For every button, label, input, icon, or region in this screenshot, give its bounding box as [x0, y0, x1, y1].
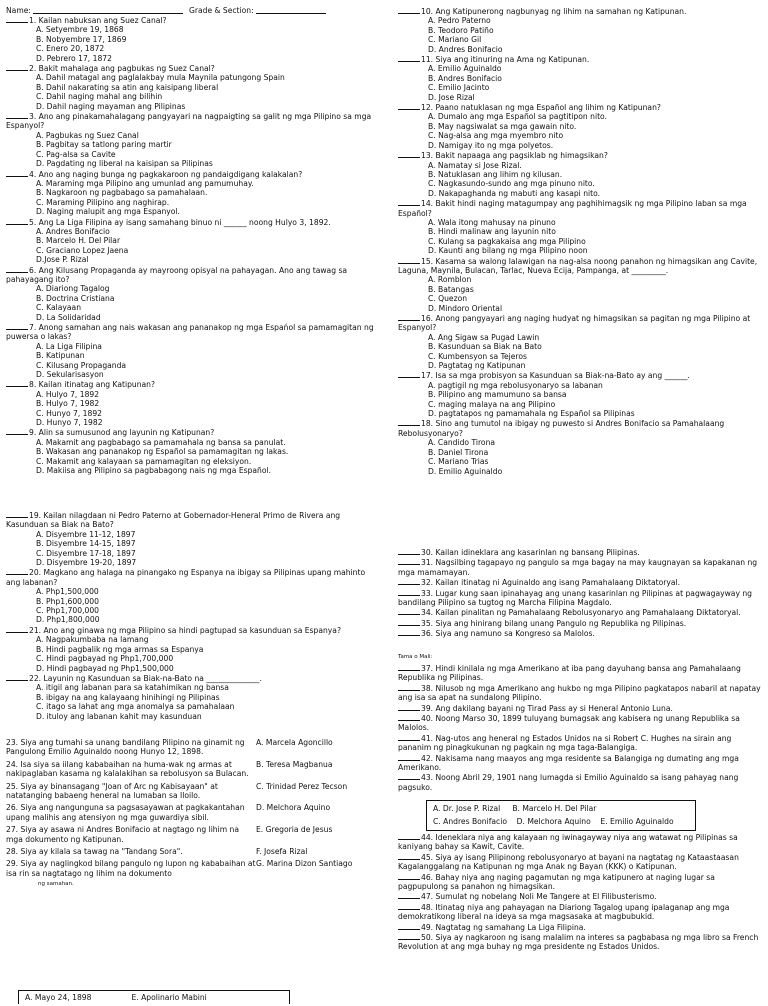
- worksheet-header: [6, 6, 386, 15]
- question-text: 45. Siya ay isang Pilipinong rebolusyonaryo at bayani na nagtatag ng Kataastaasan Kagalanggalang na Katipunan ng mga Anak ng Bayan (KKK) o Katipunan.: [398, 852, 739, 872]
- answer-blank[interactable]: [6, 217, 28, 225]
- matching-answer: A. Marcela Agoncillo: [256, 738, 333, 747]
- question-text: 20. Magkano ang halaga na pinangako ng Espanya na ibigay sa Pilipinas upang mahinto ang labanan?: [6, 568, 366, 587]
- option: B. May nagsiwalat sa mga gawain nito.: [428, 121, 577, 131]
- option: C. Kumbensyon sa Tejeros: [428, 351, 527, 361]
- right-column-tf: [398, 663, 762, 792]
- options-list: [36, 342, 378, 380]
- option: B. Nobyembre 17, 1869: [36, 34, 127, 44]
- option: D. Makiisa ang Pilipino sa pagbabagong nais ng mga Español.: [36, 466, 272, 476]
- options-list: [428, 275, 762, 313]
- option: D. Hunyo 7, 1982: [36, 418, 103, 428]
- answer-blank[interactable]: [398, 772, 420, 780]
- question-text: 14. Bakit hindi naging matagumpay ang paghihimagsik ng mga Pilipino laban sa mga Español?: [398, 199, 747, 218]
- question-item: [398, 852, 762, 872]
- question-item: [6, 169, 378, 217]
- question-text: 43. Noong Abril 29, 1901 nang lumagda si Emilio Aguinaldo sa isang pahayag nang pagsuko.: [398, 773, 739, 792]
- matching-section: [6, 738, 378, 888]
- answer-blank[interactable]: [398, 832, 420, 840]
- option: A. Romblon: [428, 275, 472, 285]
- question-text: 3. Ano ang pinakamahalagang pangyayari na nagpaigting sa galit ng mga Pilipino sa mga Espanyol?: [6, 112, 372, 131]
- matching-answer: F. Josefa Rizal: [256, 847, 308, 857]
- answer-blank[interactable]: [398, 547, 420, 555]
- option: B. Marcelo H. Del Pilar: [36, 236, 121, 246]
- option: D. Sekularisasyon: [36, 370, 104, 380]
- option: C. Hindi pagbayad ng Php1,700,000: [36, 654, 174, 664]
- question-text: 13. Bakit napaaga ang pagsiklab ng himagsikan?: [421, 151, 608, 161]
- option: D. Nakapaghanda ng mabuti ang kasapi nito.: [428, 188, 601, 198]
- answer-blank[interactable]: [6, 63, 28, 71]
- option: A. Disyembre 11-12, 1897: [36, 529, 136, 539]
- option: A. Andres Bonifacio: [36, 226, 110, 236]
- option: B. Andres Bonifacio: [428, 73, 502, 83]
- question-item: [398, 772, 762, 792]
- option: C. Php1,700,000: [36, 606, 99, 616]
- matching-question: 25. Siya ay binansagang "Joan of Arc ng Kabisayaan" at natatanging babaeng heneral na lumaban sa Iloilo.: [6, 781, 218, 801]
- option: B. Php1,600,000: [36, 596, 99, 606]
- option: B. Doctrina Cristiana: [36, 293, 115, 303]
- question-item: [6, 322, 378, 379]
- question-text: 38. Nilusob ng mga Amerikano ang hukbo ng mga Pilipino pagkatapos nabaril at napatay ang isa sa apat na sundalong Pilipino.: [398, 683, 761, 703]
- option: C. Kilusang Propaganda: [36, 360, 127, 370]
- option: C. Hunyo 7, 1892: [36, 408, 103, 418]
- option: D. Jose Rizal: [428, 92, 475, 102]
- option: A. La Liga Filipina: [36, 341, 102, 351]
- question-item: [398, 6, 762, 54]
- answer-blank[interactable]: [398, 753, 420, 761]
- answer-blank[interactable]: [6, 322, 28, 330]
- question-text: 44. Ideneklara niya ang kalayaan ng iwinagayway niya ang watawat ng Pilipinas sa kaniyang bahay sa Kawit, Cavite.: [398, 833, 738, 852]
- question-item: [6, 567, 378, 624]
- question-item: [398, 607, 762, 617]
- bottom-choices-box: [18, 990, 290, 1004]
- answer-blank[interactable]: [6, 111, 28, 119]
- options-list: [428, 161, 762, 199]
- answer-blank[interactable]: [398, 852, 420, 860]
- question-item: [398, 547, 762, 557]
- option: C. Makamit ang kalayaan sa pamamagitan ng eleksiyon.: [36, 456, 252, 466]
- option: D. Kaunti ang bilang ng mga Pilipino noon: [428, 246, 588, 256]
- answer-blank[interactable]: [398, 733, 420, 741]
- question-item: [398, 733, 762, 753]
- answer-blank[interactable]: [398, 150, 420, 158]
- options-list: [36, 131, 378, 169]
- question-text: 39. Ang dakilang bayani ng Tirad Pass ay si Heneral Antonio Luna.: [421, 703, 673, 713]
- option: A. Hulyo 7, 1892: [36, 389, 100, 399]
- matching-question: 29. Siya ay naglingkod bilang pangulo ng lupon ng kababaihan at isa rin sa nagtatago ng lihim na dokumento: [6, 859, 256, 878]
- tama-o-mali-label: Tama o Mali:: [398, 654, 433, 660]
- answer-blank[interactable]: [398, 370, 420, 378]
- question-item: [398, 150, 762, 198]
- matching-question: 23. Siya ang tumahi sa unang bandilang Pilipino na ginamit ng Pangulong Emilio Aguinaldo noong Hunyo 12, 1898.: [6, 738, 245, 757]
- question-text: 4. Ano ang naging bunga ng pagkakaroon ng pandaigdigang kalakalan?: [29, 169, 303, 179]
- answer-blank[interactable]: [398, 313, 420, 321]
- option: D. La Solidaridad: [36, 312, 101, 322]
- answer-blank[interactable]: [6, 510, 28, 518]
- question-text: 1. Kailan nabuksan ang Suez Canal?: [29, 16, 167, 25]
- matching-question: 26. Siya ang nangunguna sa pagsasayawan at pagkakantahan upang malihis ang atensiyon ng mga guwardiya sibil.: [6, 803, 245, 822]
- question-text: 48. Itinatag niya ang pahayagan na Diariong Tagalog upang ipalaganap ang mga demokratikong liberal na ideya sa mga magsasaka at magbubukid.: [398, 902, 730, 922]
- option: B. Disyembre 14-15, 1897: [36, 539, 136, 549]
- question-text: 36. Siya ang namuno sa Kongreso sa Malolos.: [421, 629, 595, 639]
- option: C. Disyembre 17-18, 1897: [36, 548, 136, 558]
- question-text: 31. Nagsilbing tagapayo ng pangulo sa mga bagay na may kaugnayan sa kapakanan ng mga mamamayan.: [398, 558, 758, 577]
- option: D. Naging malupit ang mga Espanyol.: [36, 207, 180, 217]
- option: C. Graciano Lopez Jaena: [36, 245, 129, 255]
- question-item: [398, 557, 762, 577]
- question-text: 8. Kailan itinatag ang Katipunan?: [29, 380, 156, 390]
- question-item: [6, 217, 378, 265]
- question-item: [398, 872, 762, 892]
- question-text: 9. Alin sa sumusunod ang layunin ng Katipunan?: [29, 428, 215, 438]
- question-text: 6. Ang Kilusang Propaganda ay mayroong opisyal na pahayagan. Ano ang tawag sa pahayagang ito?: [6, 265, 348, 284]
- question-item: [6, 427, 378, 475]
- question-text: 19. Kailan nilagdaan ni Pedro Paterno at Gobernador-Heneral Primo de Rivera ang Kasunduan sa Biak na Bato?: [6, 511, 341, 530]
- options-list: [428, 381, 762, 419]
- question-item: [398, 628, 762, 638]
- matching-answer: E. Gregoria de Jesus: [256, 825, 333, 835]
- option: C. maging malaya na ang Pilipino: [428, 399, 556, 409]
- option: A. Pedro Paterno: [428, 16, 491, 26]
- choice-e: E. Apolinario Mabini: [131, 993, 207, 1002]
- option: D. Pagdating ng liberal na kaisipan sa Pilipinas: [36, 159, 213, 169]
- question-text: 33. Lugar kung saan ipinahayag ang unang kasarinlan ng Pilipinas at pagwagayway ng bandilang Pilipino sa tugtog ng Marcha Filipina Magdalo.: [398, 588, 752, 608]
- question-text: 12. Paano natuklasan ng mga Español ang lihim ng Katipunan?: [421, 103, 661, 113]
- matching-answer: G. Marina Dizon Santiago: [256, 859, 353, 869]
- options-list: [428, 333, 762, 371]
- matching-row: [6, 859, 378, 878]
- option: B. Nagkaroon ng pagbabago sa pamahalaan.: [36, 188, 208, 198]
- option: C. Nag-alsa ang mga myembro nito: [428, 131, 564, 141]
- option: C. Emilio Jacinto: [428, 83, 490, 93]
- question-item: [398, 588, 762, 608]
- answer-blank[interactable]: [6, 15, 28, 23]
- options-list: [36, 284, 378, 322]
- answer-blank[interactable]: [6, 625, 28, 633]
- question-text: 16. Anong pangyayari ang naging hudyat ng himagsikan sa pagitan ng mga Pilipino at Espanyol?: [398, 314, 751, 333]
- question-item: [398, 832, 762, 852]
- question-item: [398, 713, 762, 733]
- options-list: [36, 438, 378, 476]
- option: C. Maraming Pilipino ang naghirap.: [36, 197, 170, 207]
- option: A. Maraming mga Pilipino ang umunlad ang pamumuhay.: [36, 178, 254, 188]
- option: A. Emilio Aguinaldo: [428, 64, 502, 74]
- answer-blank[interactable]: [6, 169, 28, 177]
- option: B. Pilipino ang mamumuno sa bansa: [428, 390, 567, 400]
- answer-blank[interactable]: [398, 418, 420, 426]
- answer-blank[interactable]: [6, 379, 28, 387]
- question-item: [398, 54, 762, 102]
- question-text: 47. Sumulat ng nobelang Noli Me Tangere at El Filibusterismo.: [421, 892, 657, 902]
- question-text: 2. Bakit mahalaga ang pagbukas ng Suez Canal?: [29, 64, 215, 74]
- question-item: [398, 663, 762, 683]
- question-text: 11. Siya ang itinuring na Ama ng Katipunan.: [421, 55, 590, 65]
- option: D. Pagtatag ng Katipunan: [428, 361, 526, 371]
- options-list: [36, 25, 378, 63]
- options-list: [36, 179, 378, 217]
- option: D. Disyembre 19-20, 1897: [36, 558, 137, 568]
- option: B. Katipunan: [36, 351, 85, 361]
- answer-blank[interactable]: [6, 265, 28, 273]
- matching-answer: C. Trinidad Perez Tecson: [256, 781, 348, 791]
- option: A. Setyembre 19, 1868: [36, 25, 124, 35]
- question-item: [398, 198, 762, 255]
- answer-blank[interactable]: [398, 618, 420, 626]
- answer-blank[interactable]: [6, 673, 28, 681]
- answer-blank[interactable]: [398, 102, 420, 110]
- options-list: [36, 227, 378, 265]
- option: B. Dahil nakarating sa atin ang kaisipang liberal: [36, 82, 219, 92]
- question-text: 5. Ang La Liga Filipina ay isang samahang binuo ni ______ noong Hulyo 3, 1892.: [29, 217, 331, 227]
- option: D. Namigay ito ng mga polyetos.: [428, 140, 554, 150]
- answer-blank[interactable]: [398, 932, 420, 940]
- question-item: [398, 370, 762, 418]
- options-list: [36, 530, 378, 568]
- matching-answer: D. Melchora Aquino: [256, 803, 331, 813]
- option: D. Dahil naging mayaman ang Pilipinas: [36, 101, 186, 111]
- option: A. Ang Sigaw sa Pugad Lawin: [428, 332, 540, 342]
- answer-blank[interactable]: [398, 713, 420, 721]
- option: D. Emilio Aguinaldo: [428, 466, 503, 476]
- question-text: 46. Bahay niya ang naging pagamutan ng mga katipunero at naging lugar sa pagpupulong sa panahon ng himagsikan.: [398, 872, 715, 892]
- question-item: [6, 625, 378, 673]
- left-column-top: [6, 15, 378, 476]
- option: C. Quezon: [428, 294, 468, 304]
- question-item: [398, 891, 762, 901]
- option: B. Kasunduan sa Biak na Bato: [428, 342, 542, 352]
- question-item: [6, 63, 378, 111]
- option: D. Mindoro Oriental: [428, 303, 503, 313]
- answer-blank[interactable]: [398, 6, 420, 14]
- option: A. Makamit ang pagbabago sa pamamahala ng bansa sa panulat.: [36, 437, 286, 447]
- option: A. Dumalo ang mga Español sa pagtitipon nito.: [428, 112, 607, 122]
- question-item: [398, 932, 762, 952]
- option: C. Dahil naging mahal ang bilihin: [36, 92, 163, 102]
- options-list: [428, 218, 762, 256]
- matching-row: [6, 760, 378, 779]
- question-text: 7. Anong samahan ang nais wakasan ang pananakop ng mga Espańol sa pamamagitan ng puwersa o lakas?: [6, 323, 374, 342]
- question-text: 37. Hindi kinilala ng mga Amerikano at iba pang dayuhang bansa ang Pamahalaang Republika ng Pilipinas.: [398, 664, 741, 683]
- name-blank[interactable]: [33, 6, 183, 14]
- matching-question: 28. Siya ay kilala sa tawag na "Tandang Sora".: [6, 847, 183, 857]
- question-item: [6, 510, 378, 567]
- matching-row: [6, 782, 378, 801]
- options-list: [428, 16, 762, 54]
- option: C. itago sa lahat ang mga anomalya sa pamahalaan: [36, 702, 235, 712]
- question-item: [398, 102, 762, 150]
- option: A. pagtigil ng mga rebolusyonaryo sa labanan: [428, 380, 603, 390]
- option: D.Jose P. Rizal: [36, 255, 89, 265]
- question-text: 35. Siya ang hinirang bilang unang Pangulo ng Republika ng Pilipinas.: [421, 618, 687, 628]
- question-text: 41. Nag-utos ang heneral ng Estados Unidos na si Robert C. Hughes na sirain ang pananim ng pinagkukunan ng pagkain ng mga taga-Balangiga.: [398, 733, 732, 753]
- option: A. Pagbukas ng Suez Canal: [36, 130, 139, 140]
- options-list: [428, 438, 762, 476]
- option: D. Php1,800,000: [36, 615, 100, 625]
- option: B. Daniel Tirona: [428, 447, 489, 457]
- question-item: [398, 618, 762, 628]
- matching-row: [6, 847, 378, 856]
- question-text: 50. Siya ay nagkaroon ng isang malalim na interes sa pagbabasa ng mga libro sa French Revolution at ang mga buhay ng mga presidente ng Estados Unidos.: [398, 933, 759, 952]
- question-text: 10. Ang Katipunerong nagbunyag ng lihim na samahan ng Katipunan.: [421, 7, 687, 16]
- option: B. Teodoro Patiño: [428, 25, 494, 35]
- question-item: [6, 265, 378, 322]
- option: D. Andres Bonifacio: [428, 44, 503, 54]
- option: B. Hindi malinaw ang layunin nito: [428, 227, 556, 237]
- question-item: [398, 683, 762, 703]
- option: C. Mariano Trias: [428, 457, 489, 467]
- options-list: [36, 683, 378, 721]
- question-item: [398, 313, 762, 370]
- left-column-mid: [6, 510, 378, 721]
- option: C. Pag-alsa sa Cavite: [36, 149, 116, 159]
- option: C. Kulang sa pagkakaisa ang mga Pilipino: [428, 236, 586, 246]
- name-label: Name:: [6, 6, 31, 15]
- answer-blank[interactable]: [398, 663, 420, 671]
- question-text: 18. Sino ang tumutol na ibigay ng puwesto si Andres Bonifacio sa Pamahalaang Rebolusyonaryo?: [398, 419, 725, 438]
- answer-blank[interactable]: [398, 703, 420, 711]
- right-column-top: [398, 6, 762, 476]
- question-item: [398, 902, 762, 922]
- option: A. itigil ang labanan para sa katahimikan ng bansa: [36, 683, 229, 693]
- question-text: 34. Kailan pinalitan ng Pamahalaang Rebolusyonaryo ang Pamahalaang Diktatoryal.: [421, 608, 741, 618]
- question-item: [6, 15, 378, 63]
- right-column-fill: [398, 547, 762, 639]
- question-item: [6, 673, 378, 721]
- matching-tail: ng samahan.: [38, 881, 74, 888]
- choices-row-1: A. Dr. Jose P. Rizal B. Marcelo H. Del Pilar: [433, 804, 597, 813]
- options-list: [36, 587, 378, 625]
- answer-blank[interactable]: [6, 567, 28, 575]
- matching-answer: B. Teresa Magbanua: [256, 759, 333, 769]
- answer-blank[interactable]: [6, 427, 28, 435]
- option: C. Nagkasundo-sundo ang mga pinuno nito.: [428, 179, 595, 189]
- question-text: 40. Noong Marso 30, 1899 tuluyang bumagsak ang kabisera ng unang Republika sa Malolos.: [398, 714, 740, 733]
- matching-question: 24. Isa siya sa iilang kababaihan na huma-wak ng armas at nakipaglaban kasama ng kalalakihan sa rebolusyon sa Bulacan.: [6, 759, 249, 779]
- option: B. Hulyo 7, 1982: [36, 399, 100, 409]
- answer-blank[interactable]: [398, 577, 420, 585]
- option: A. Nagpakumbaba na lamang: [36, 635, 149, 645]
- answer-blank[interactable]: [398, 588, 420, 596]
- question-item: [398, 418, 762, 475]
- question-item: [398, 753, 762, 773]
- options-list: [36, 73, 378, 111]
- choices-row-2: C. Andres Bonifacio D. Melchora Aquino E. Emilio Aguinaldo: [433, 817, 674, 827]
- option: A. Dahil matagal ang paglalakbay mula Maynila patungong Spain: [36, 73, 285, 83]
- answer-blank[interactable]: [398, 557, 420, 565]
- question-item: [6, 379, 378, 427]
- question-item: [6, 111, 378, 168]
- grade-label: Grade & Section:: [188, 6, 254, 15]
- question-item: [398, 922, 762, 932]
- question-text: 49. Nagtatag ng samahang La Liga Filipina.: [421, 922, 586, 932]
- option: C. Kalayaan: [36, 303, 82, 313]
- answer-blank[interactable]: [398, 872, 420, 880]
- answer-blank[interactable]: [398, 198, 420, 206]
- question-text: 30. Kailan idineklara ang kasarinlan ng bansang Pilipinas.: [421, 548, 640, 557]
- option: B. Natuklasan ang lihim ng kilusan.: [428, 169, 563, 179]
- options-list: [36, 635, 378, 673]
- answer-blank[interactable]: [398, 628, 420, 636]
- answer-blank[interactable]: [398, 607, 420, 615]
- option: B. ibigay na ang kalayaang hinihingi ng Pilipinas: [36, 692, 220, 702]
- option: A. Php1,500,000: [36, 587, 99, 597]
- question-text: 15. Kasama sa walong lalawigan na nag-alsa noong panahon ng himagsikan ang Cavite, Laguna, Maynila, Bulacan, Tarlac, Nueva Ecija, Pampanga, at _________.: [398, 256, 758, 275]
- question-text: 21. Ano ang ginawa ng mga Pilipino sa hindi pagtupad sa kasunduan sa Espanya?: [29, 625, 341, 635]
- answer-blank[interactable]: [398, 54, 420, 62]
- options-list: [36, 390, 378, 428]
- option: A. Diariong Tagalog: [36, 284, 110, 294]
- answer-blank[interactable]: [398, 683, 420, 691]
- option: C. Mariano Gil: [428, 35, 482, 45]
- answer-blank[interactable]: [398, 902, 420, 910]
- option: D. ituloy ang labanan kahit may kasunduan: [36, 711, 202, 721]
- options-list: [428, 64, 762, 102]
- option: B. Wakasan ang pananakop ng Español sa pamamagitan ng lakas.: [36, 447, 289, 457]
- question-item: [398, 577, 762, 587]
- option: B. Batangas: [428, 284, 474, 294]
- answer-blank[interactable]: [398, 891, 420, 899]
- option: A. Wala itong mahusay na pinuno: [428, 217, 556, 227]
- option: D. Pebrero 17, 1872: [36, 53, 112, 63]
- matching-row: [6, 825, 378, 844]
- options-list: [428, 112, 762, 150]
- question-text: 17. Isa sa mga probisyon sa Kasunduan sa Biak-na-Bato ay ang ______.: [421, 371, 690, 381]
- option: B. Hindi pagbalik ng mga armas sa Espanya: [36, 644, 204, 654]
- question-text: 32. Kailan itinatag ni Aguinaldo ang isang Pamahalaang Diktatoryal.: [421, 578, 681, 588]
- matching-question: 27. Siya ay asawa ni Andres Bonifacio at nagtago ng lihim na mga dokumento ng Katipunan.: [6, 825, 240, 844]
- matching-row: [6, 738, 378, 757]
- grade-blank[interactable]: [256, 6, 326, 14]
- option: D. Hindi pagbayad ng Php1,500,000: [36, 663, 174, 673]
- right-column-id: [398, 832, 762, 952]
- option: A. Candido Tirona: [428, 438, 496, 448]
- question-text: 22. Layunin ng Kasunduan sa Biak-na-Bato na ______________.: [29, 673, 262, 683]
- answer-blank[interactable]: [398, 256, 420, 264]
- identification-choices-box: [426, 800, 696, 831]
- choice-a: A. Mayo 24, 1898: [25, 993, 92, 1002]
- option: B. Pagbitay sa tatlong paring martir: [36, 140, 172, 150]
- question-item: [398, 256, 762, 313]
- answer-blank[interactable]: [398, 922, 420, 930]
- question-item: [398, 703, 762, 713]
- question-text: 42. Nakisama nang maayos ang mga residente sa Balangiga ng dumating ang mga Amerikano.: [398, 753, 739, 773]
- option: D. pagtatapos ng pamamahala ng Español sa Pilipinas: [428, 409, 635, 419]
- option: C. Enero 20, 1872: [36, 44, 105, 54]
- option: A. Namatay si Jose Rizal.: [428, 160, 522, 170]
- matching-row: [6, 803, 378, 822]
